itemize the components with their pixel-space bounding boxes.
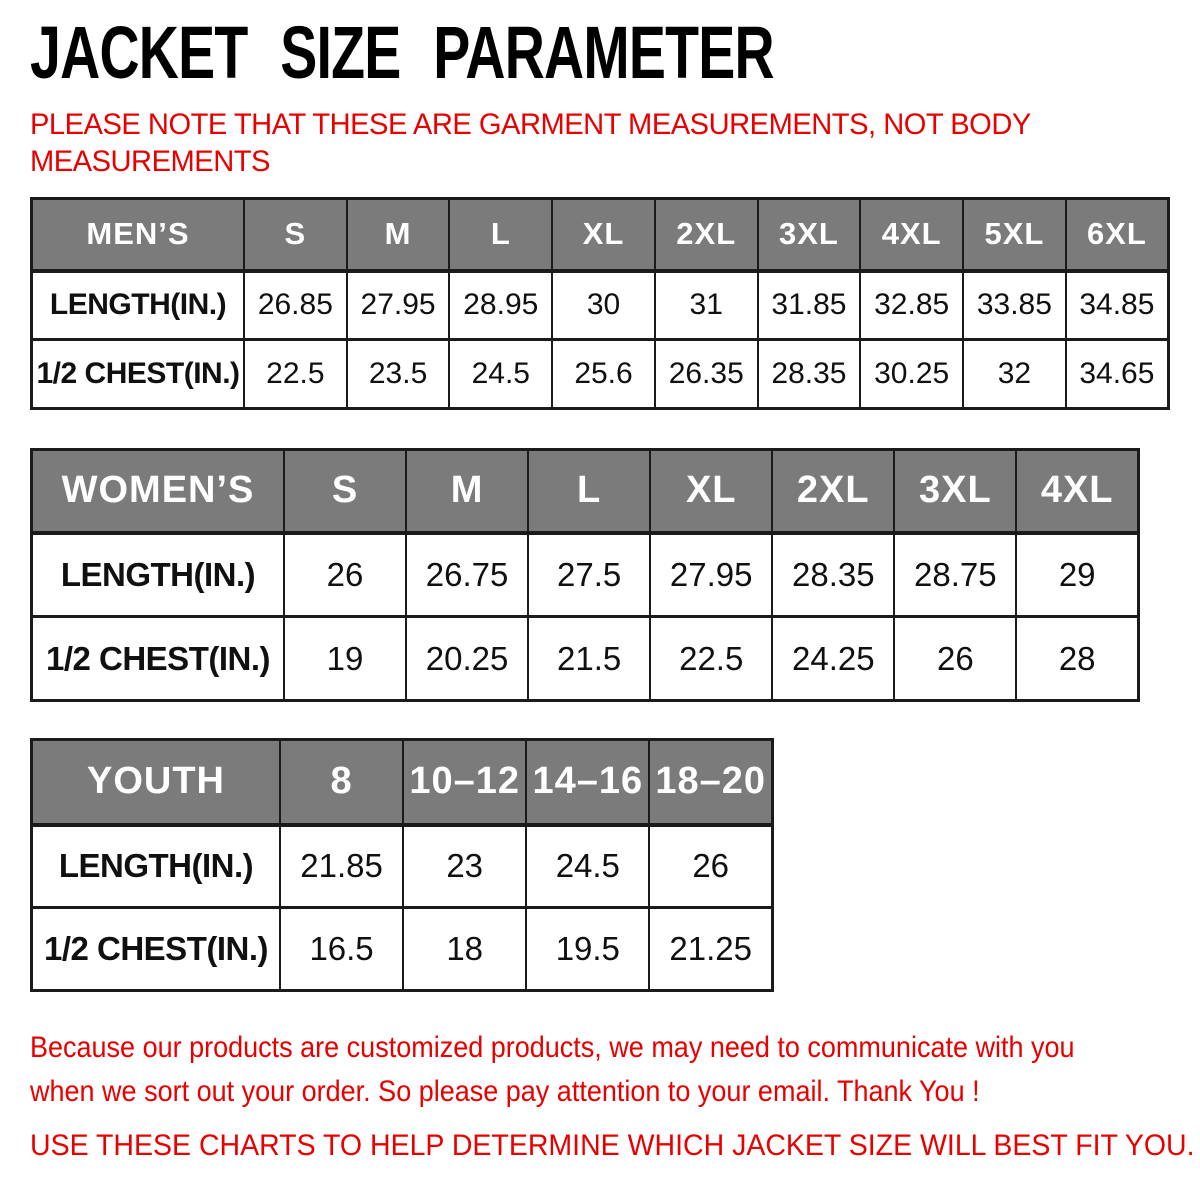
value-cell: 30	[552, 271, 655, 340]
value-cell: 26.75	[406, 533, 528, 617]
size-header-cell: 2XL	[655, 199, 758, 271]
size-header-cell: 3XL	[758, 199, 861, 271]
measurement-row	[32, 908, 773, 991]
value-cell: 26	[284, 533, 406, 617]
mens-size-table	[30, 197, 1170, 410]
garment-note-line: MEASUREMENTS	[30, 145, 270, 178]
size-header-cell: 5XL	[963, 199, 1066, 271]
row-label-cell: LENGTH(IN.)	[32, 271, 245, 340]
size-header-cell: 2XL	[772, 450, 894, 533]
value-cell: 25.6	[552, 340, 655, 409]
value-cell: 23.5	[347, 340, 450, 409]
value-cell: 21.25	[649, 908, 772, 991]
measurement-row	[32, 825, 773, 908]
value-cell: 20.25	[406, 617, 528, 701]
header-row	[32, 740, 773, 825]
value-cell: 24.5	[449, 340, 552, 409]
value-cell: 32.85	[860, 271, 963, 340]
value-cell: 28.35	[758, 340, 861, 409]
row-label-cell: LENGTH(IN.)	[32, 825, 281, 908]
value-cell: 26.35	[655, 340, 758, 409]
value-cell: 28.75	[894, 533, 1016, 617]
value-cell: 27.95	[347, 271, 450, 340]
value-cell: 24.25	[772, 617, 894, 701]
value-cell: 27.95	[650, 533, 772, 617]
size-header-cell: 18–20	[649, 740, 772, 825]
value-cell: 19.5	[526, 908, 649, 991]
value-cell: 23	[403, 825, 526, 908]
row-label-cell: 1/2 CHEST(IN.)	[32, 340, 245, 409]
measurement-row	[32, 617, 1139, 701]
value-cell: 24.5	[526, 825, 649, 908]
value-cell: 26	[894, 617, 1016, 701]
size-header-cell: L	[528, 450, 650, 533]
size-header-cell: XL	[552, 199, 655, 271]
measurement-row	[32, 271, 1169, 340]
table-name: YOUTH	[32, 740, 281, 825]
size-header-cell: 4XL	[1016, 450, 1138, 533]
value-cell: 34.85	[1066, 271, 1169, 340]
size-header-cell: M	[406, 450, 528, 533]
value-cell: 33.85	[963, 271, 1066, 340]
youth-size-table	[30, 738, 774, 992]
value-cell: 18	[403, 908, 526, 991]
table-name: WOMEN’S	[32, 450, 285, 533]
garment-note	[30, 106, 1031, 180]
value-cell: 31.85	[758, 271, 861, 340]
row-label-cell: 1/2 CHEST(IN.)	[32, 617, 285, 701]
table-name: MEN’S	[32, 199, 245, 271]
size-header-cell: 14–16	[526, 740, 649, 825]
value-cell: 28.35	[772, 533, 894, 617]
size-header-cell: S	[244, 199, 347, 271]
size-header-cell: S	[284, 450, 406, 533]
value-cell: 19	[284, 617, 406, 701]
garment-note-line: PLEASE NOTE THAT THESE ARE GARMENT MEASUREMENTS, NOT BODY	[30, 108, 1031, 141]
value-cell: 26.85	[244, 271, 347, 340]
customization-notice	[30, 1026, 1075, 1114]
womens-size-table	[30, 448, 1140, 702]
value-cell: 34.65	[1066, 340, 1169, 409]
size-header-cell: 8	[280, 740, 403, 825]
value-cell: 21.5	[528, 617, 650, 701]
value-cell: 26	[649, 825, 772, 908]
value-cell: 28.95	[449, 271, 552, 340]
value-cell: 22.5	[650, 617, 772, 701]
size-header-cell: 10–12	[403, 740, 526, 825]
value-cell: 30.25	[860, 340, 963, 409]
size-header-cell: 6XL	[1066, 199, 1169, 271]
value-cell: 21.85	[280, 825, 403, 908]
usage-instruction: USE THESE CHARTS TO HELP DETERMINE WHICH JACKET SIZE WILL BEST FIT YOU.	[30, 1129, 1195, 1162]
size-header-cell: L	[449, 199, 552, 271]
measurement-row	[32, 533, 1139, 617]
measurement-row	[32, 340, 1169, 409]
header-row	[32, 450, 1139, 533]
size-header-cell: 3XL	[894, 450, 1016, 533]
size-header-cell: XL	[650, 450, 772, 533]
page-title: JACKET SIZE PARAMETER	[30, 11, 774, 94]
value-cell: 31	[655, 271, 758, 340]
value-cell: 22.5	[244, 340, 347, 409]
value-cell: 27.5	[528, 533, 650, 617]
customization-notice-line: when we sort out your order. So please pay attention to your email. Thank You !	[30, 1075, 980, 1108]
row-label-cell: LENGTH(IN.)	[32, 533, 285, 617]
header-row	[32, 199, 1169, 271]
value-cell: 28	[1016, 617, 1138, 701]
size-header-cell: M	[347, 199, 450, 271]
value-cell: 29	[1016, 533, 1138, 617]
row-label-cell: 1/2 CHEST(IN.)	[32, 908, 281, 991]
value-cell: 16.5	[280, 908, 403, 991]
customization-notice-line: Because our products are customized products, we may need to communicate with you	[30, 1031, 1075, 1064]
value-cell: 32	[963, 340, 1066, 409]
size-header-cell: 4XL	[860, 199, 963, 271]
